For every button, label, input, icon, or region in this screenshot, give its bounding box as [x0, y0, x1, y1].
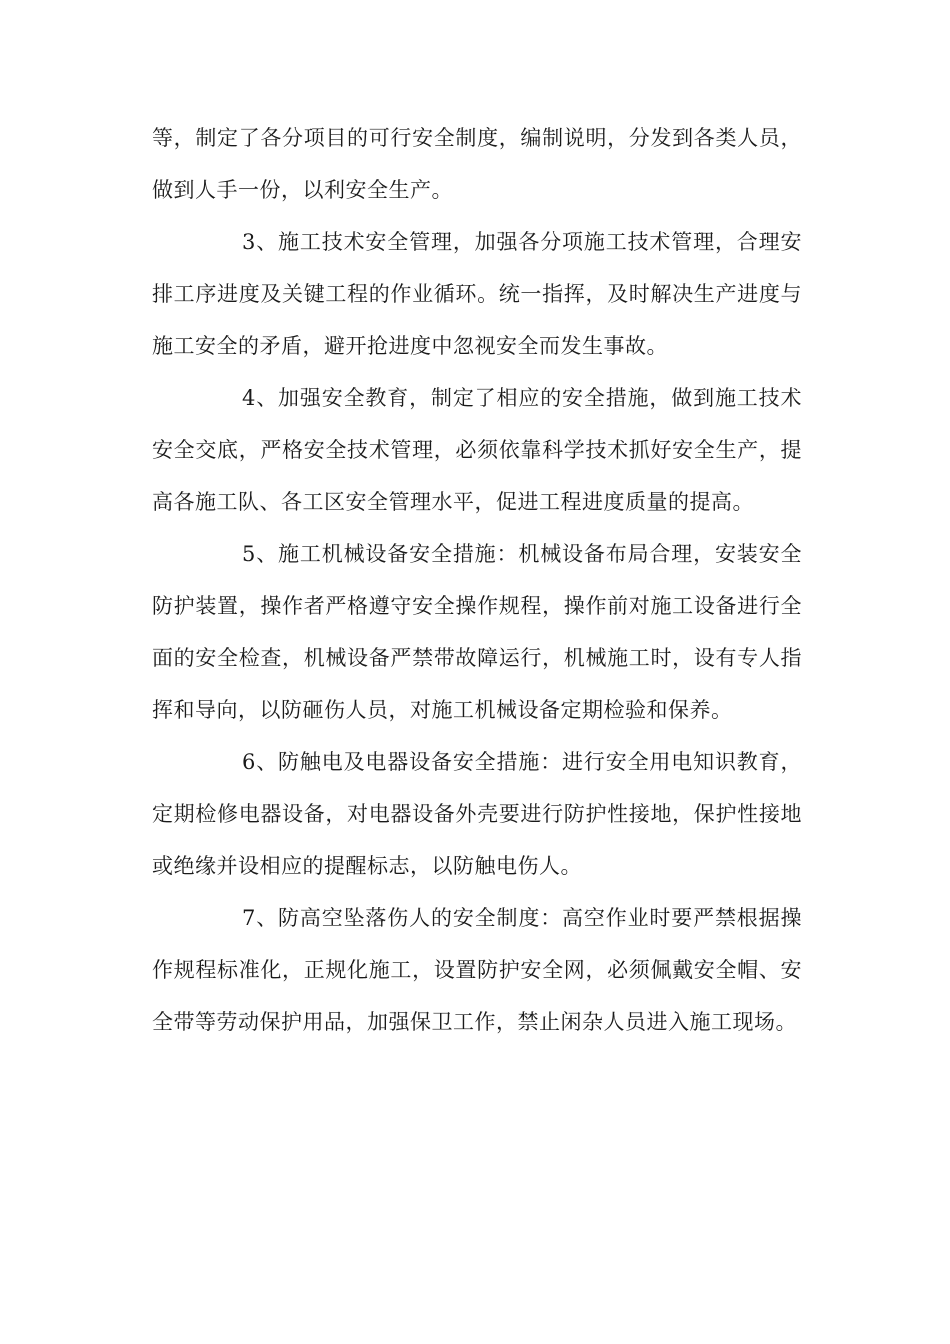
paragraph-item-3: 3、施工技术安全管理，加强各分项施工技术管理，合理安排工序进度及关键工程的作业循环。统一指挥，及时解决生产进度与施工安全的矛盾，避开抢进度中忽视安全而发生事故。 [152, 230, 802, 358]
paragraph-item-6: 6、防触电及电器设备安全措施：进行安全用电知识教育，定期检修电器设备，对电器设备外壳要进行防护性接地，保护性接地或绝缘并设相应的提醒标志，以防触电伤人。 [152, 750, 802, 878]
paragraph-item-5: 5、施工机械设备安全措施：机械设备布局合理，安装安全防护装置，操作者严格遵守安全操作规程，操作前对施工设备进行全面的安全检查，机械设备严禁带故障运行，机械施工时，设有专人指挥和导向，以防砸伤人员，对施工机械设备定期检验和保养。 [152, 542, 802, 722]
paragraph-continuation: 等，制定了各分项目的可行安全制度，编制说明，分发到各类人员，做到人手一份，以利安全生产。 [152, 126, 802, 202]
paragraph-item-4: 4、加强安全教育，制定了相应的安全措施，做到施工技术安全交底，严格安全技术管理，必须依靠科学技术抓好安全生产，提高各施工队、各工区安全管理水平，促进工程进度质量的提高。 [152, 386, 802, 514]
paragraph-item-7: 7、防高空坠落伤人的安全制度：高空作业时要严禁根据操作规程标准化，正规化施工，设置防护安全网，必须佩戴安全帽、安全带等劳动保护用品，加强保卫工作，禁止闲杂人员进入施工现场。 [152, 906, 802, 1034]
document-body [152, 112, 802, 1048]
